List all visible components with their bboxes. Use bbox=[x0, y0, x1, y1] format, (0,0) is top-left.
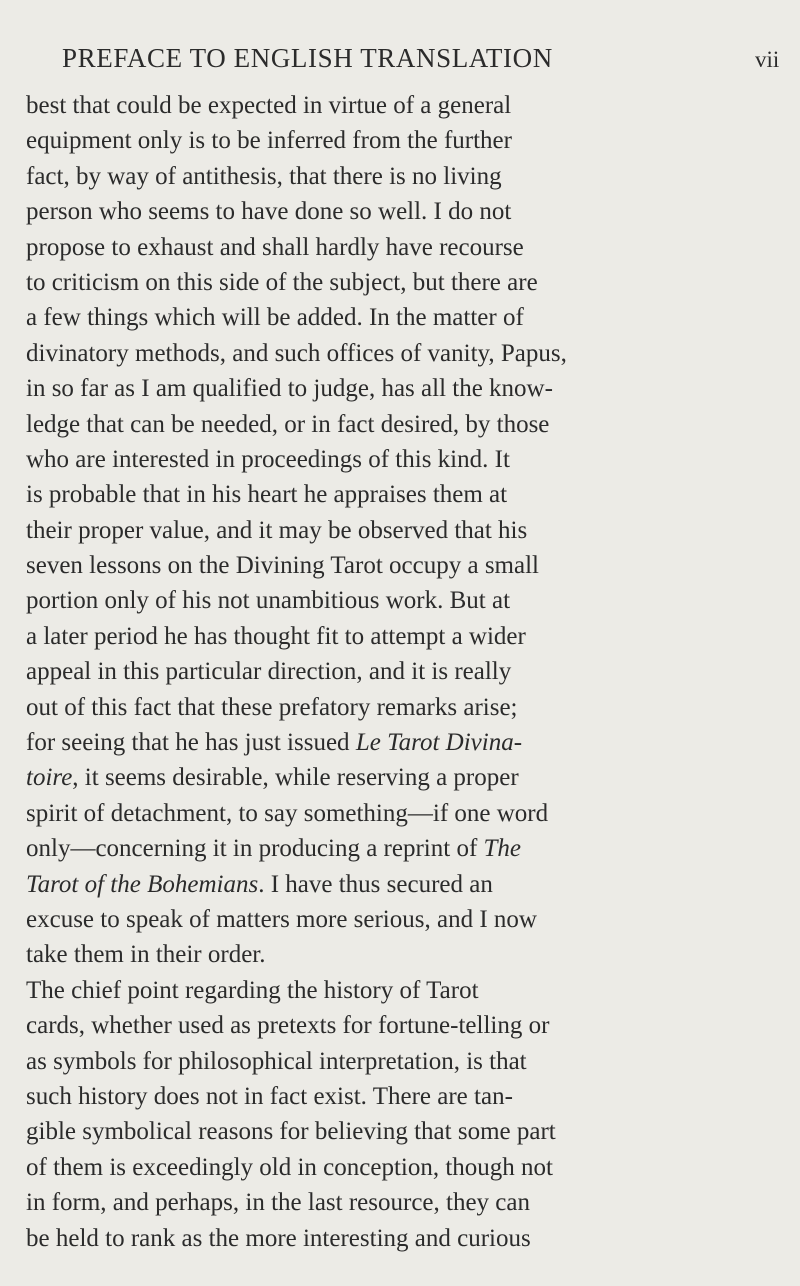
text-line bbox=[26, 937, 796, 972]
line-text: such history does not in fact exist. There are tan- bbox=[26, 1082, 513, 1110]
line-text: a later period he has thought fit to attempt a wider bbox=[26, 622, 526, 650]
text-line bbox=[26, 690, 796, 725]
line-text: who are interested in proceedings of this kind. It bbox=[26, 445, 510, 473]
line-text: seven lessons on the Divining Tarot occupy a small bbox=[26, 552, 539, 580]
line-text: fact, by way of antithesis, that there is no living bbox=[26, 162, 502, 190]
text-line bbox=[26, 548, 796, 583]
line-text: in so far as I am qualified to judge, has all the know- bbox=[26, 375, 553, 403]
line-text: propose to exhaust and shall hardly have recourse bbox=[26, 233, 524, 261]
text-line bbox=[26, 619, 796, 654]
line-text: excuse to speak of matters more serious, and I now bbox=[26, 905, 537, 933]
line-text: take them in their order. bbox=[26, 941, 266, 969]
text-line bbox=[26, 442, 796, 477]
line-text: gible symbolical reasons for believing that some part bbox=[26, 1118, 556, 1146]
page-number: vii bbox=[755, 47, 780, 72]
line-text: a few things which will be added. In the matter of bbox=[26, 304, 524, 332]
text-line bbox=[26, 654, 796, 689]
line-text: , it seems desirable, while reserving a proper bbox=[72, 764, 519, 792]
line-text: best that could be expected in virtue of a general bbox=[26, 92, 512, 119]
line-text: equipment only is to be inferred from the further bbox=[26, 127, 512, 155]
text-line bbox=[26, 760, 796, 795]
text-line bbox=[26, 1221, 796, 1256]
text-line bbox=[26, 407, 796, 442]
line-text: of them is exceedingly old in conception, though not bbox=[26, 1153, 553, 1181]
text-line bbox=[26, 513, 796, 548]
text-line bbox=[26, 796, 796, 831]
text-line bbox=[26, 88, 796, 123]
line-text: . I have thus secured an bbox=[258, 870, 493, 898]
line-text: their proper value, and it may be observed that his bbox=[26, 516, 528, 544]
line-text: appeal in this particular direction, and it is really bbox=[26, 658, 512, 686]
text-line bbox=[26, 123, 796, 158]
text-line bbox=[26, 1185, 796, 1220]
text-line bbox=[26, 973, 796, 1008]
text-line bbox=[26, 902, 796, 937]
line-text: in form, and perhaps, in the last resource, they can bbox=[26, 1189, 530, 1217]
italic-title: Tarot of the Bohemians bbox=[26, 870, 259, 898]
text-line bbox=[26, 725, 796, 760]
text-line bbox=[26, 583, 796, 618]
text-line bbox=[26, 831, 796, 866]
line-text: out of this fact that these prefatory remarks arise; bbox=[26, 693, 518, 721]
header-title: PREFACE TO ENGLISH TRANSLATION bbox=[62, 43, 553, 73]
line-text: The chief point regarding the history of Tarot bbox=[26, 976, 479, 1004]
text-line bbox=[26, 1079, 796, 1114]
line-text: to criticism on this side of the subject, but there are bbox=[26, 268, 538, 296]
line-text: cards, whether used as pretexts for fortune-telling or bbox=[26, 1012, 550, 1040]
italic-title: The bbox=[483, 835, 522, 863]
text-line bbox=[26, 300, 796, 335]
line-text: portion only of his not unambitious work. But at bbox=[26, 587, 511, 615]
italic-title: Le Tarot Divina- bbox=[355, 729, 523, 757]
line-text: as symbols for philosophical interpretation, is that bbox=[26, 1047, 527, 1075]
text-line bbox=[26, 867, 796, 902]
text-line bbox=[26, 230, 796, 265]
line-text: divinatory methods, and such offices of vanity, Papus, bbox=[26, 339, 567, 367]
line-text: ledge that can be needed, or in fact desired, by those bbox=[26, 410, 550, 438]
line-text: for seeing that he has just issued bbox=[26, 729, 356, 757]
text-line bbox=[26, 1008, 796, 1043]
line-text: person who seems to have done so well. I do not bbox=[26, 198, 512, 226]
running-header bbox=[62, 38, 800, 78]
line-text: spirit of detachment, to say something—if one word bbox=[26, 799, 549, 827]
text-line bbox=[26, 265, 796, 300]
text-line bbox=[26, 1150, 796, 1185]
text-line bbox=[26, 1044, 796, 1079]
text-line bbox=[26, 194, 796, 229]
text-line bbox=[26, 159, 796, 194]
line-text: only—concerning it in producing a reprint of bbox=[26, 835, 484, 863]
text-line bbox=[26, 336, 796, 371]
line-text: be held to rank as the more interesting and curious bbox=[26, 1224, 531, 1252]
italic-title: toire bbox=[26, 764, 73, 792]
text-line bbox=[26, 477, 796, 512]
line-text: is probable that in his heart he appraises them at bbox=[26, 481, 508, 509]
body-text bbox=[26, 88, 796, 1256]
text-line bbox=[26, 1114, 796, 1149]
text-line bbox=[26, 371, 796, 406]
